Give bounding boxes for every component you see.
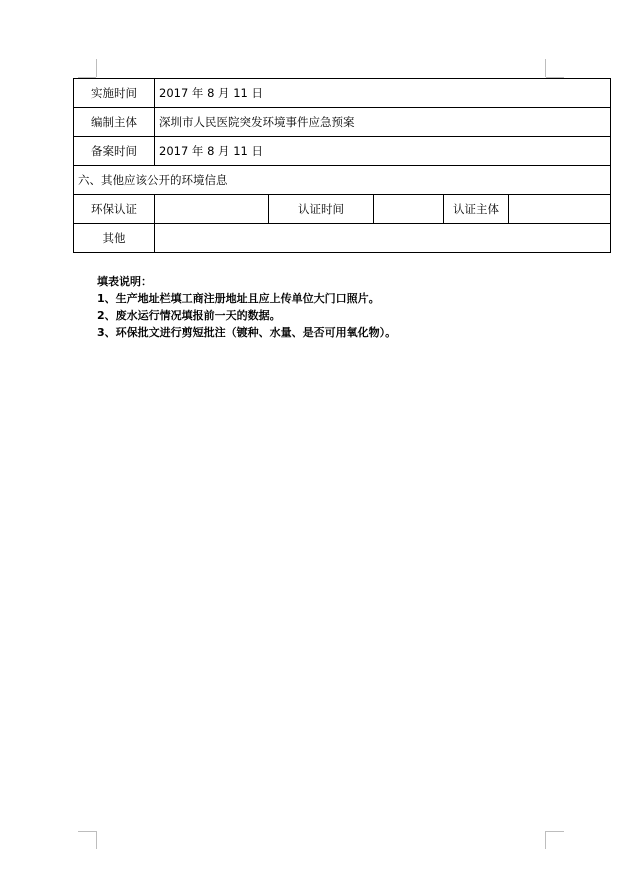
table-row bbox=[74, 79, 611, 108]
crop-mark-bottom-right-horizontal bbox=[546, 831, 564, 832]
other-label: 其他 bbox=[74, 224, 155, 253]
section-header: 六、其他应该公开的环境信息 bbox=[74, 166, 611, 195]
table-row bbox=[74, 224, 611, 253]
crop-mark-bottom-right-vertical bbox=[545, 831, 546, 849]
filing-time-value[interactable]: 2017 年 8 月 11 日 bbox=[155, 137, 611, 166]
crop-mark-bottom-left-vertical bbox=[96, 831, 97, 849]
crop-mark-top-left-vertical bbox=[96, 59, 97, 77]
other-value[interactable] bbox=[155, 224, 611, 253]
implementation-time-value[interactable]: 2017 年 8 月 11 日 bbox=[155, 79, 611, 108]
compiler-label: 编制主体 bbox=[74, 108, 155, 137]
instruction-item: 1、生产地址栏填工商注册地址且应上传单位大门口照片。 bbox=[97, 292, 380, 305]
form-instructions bbox=[97, 273, 396, 341]
instruction-item: 3、环保批文进行剪短批注（镀种、水量、是否可用氧化物）。 bbox=[97, 326, 397, 339]
table-row bbox=[74, 137, 611, 166]
certification-time-label: 认证时间 bbox=[269, 195, 374, 224]
certification-subject-label: 认证主体 bbox=[444, 195, 509, 224]
env-certification-value[interactable] bbox=[155, 195, 269, 224]
filing-time-label: 备案时间 bbox=[74, 137, 155, 166]
env-certification-label: 环保认证 bbox=[74, 195, 155, 224]
instructions-title: 填表说明： bbox=[97, 275, 152, 288]
implementation-time-label: 实施时间 bbox=[74, 79, 155, 108]
certification-time-value[interactable] bbox=[374, 195, 444, 224]
table-row bbox=[74, 166, 611, 195]
compiler-value[interactable]: 深圳市人民医院突发环境事件应急预案 bbox=[155, 108, 611, 137]
certification-subject-value[interactable] bbox=[509, 195, 611, 224]
crop-mark-top-right-vertical bbox=[545, 59, 546, 77]
table-row bbox=[74, 195, 611, 224]
environmental-info-table bbox=[73, 78, 611, 253]
crop-mark-bottom-left-horizontal bbox=[78, 831, 96, 832]
instruction-item: 2、废水运行情况填报前一天的数据。 bbox=[97, 309, 281, 322]
table-row bbox=[74, 108, 611, 137]
